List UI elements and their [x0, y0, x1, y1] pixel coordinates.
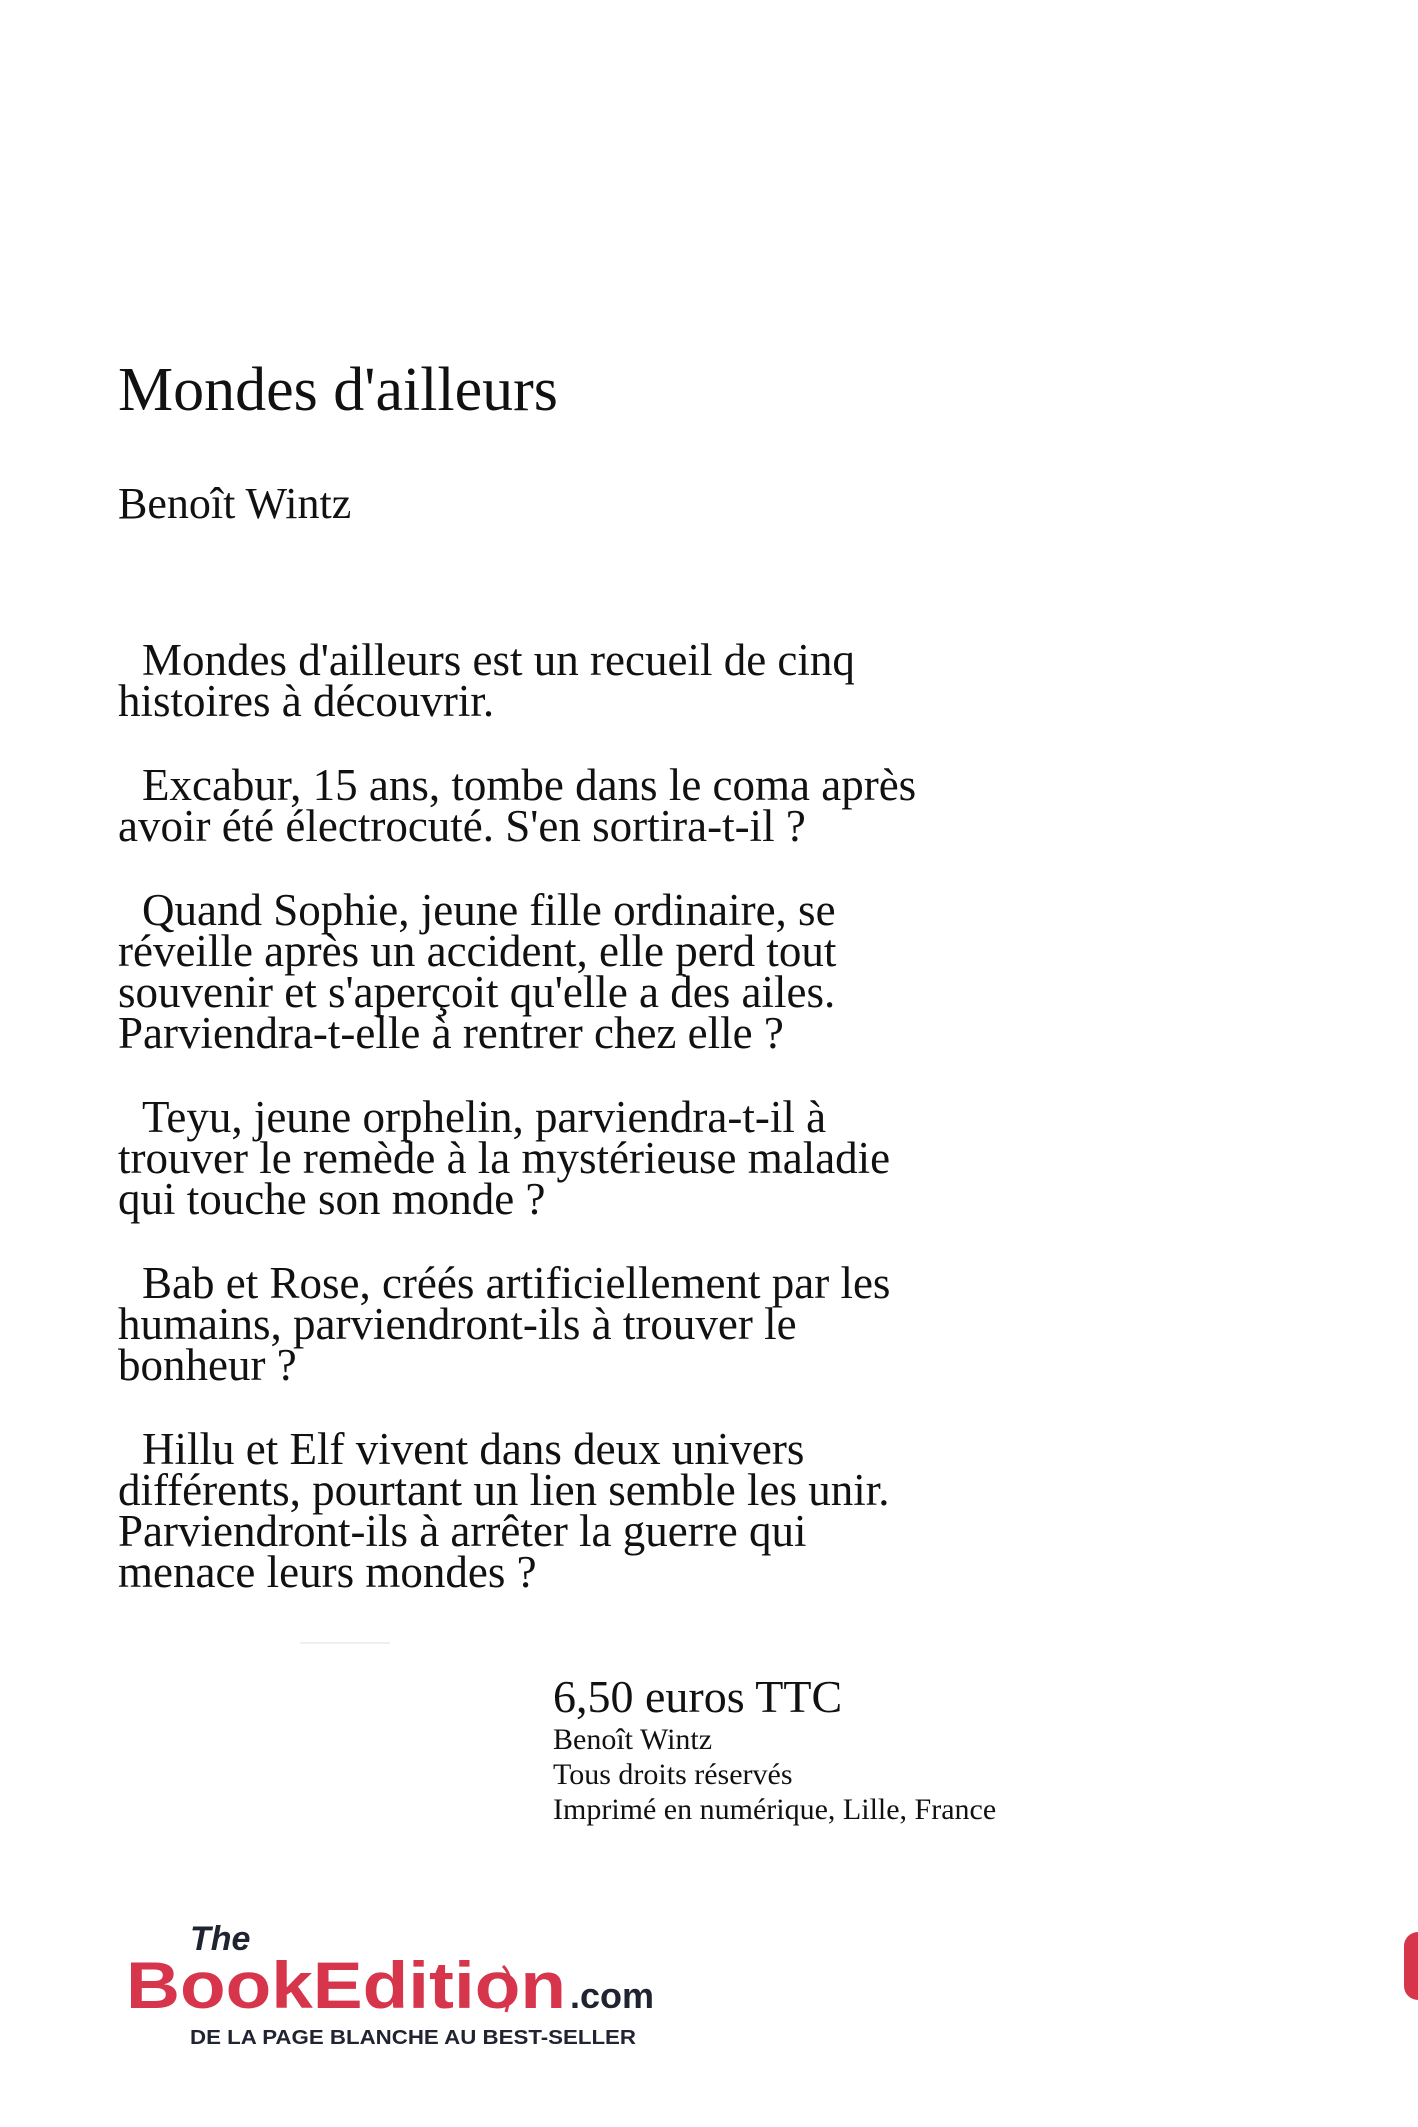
blurb-paragraph: Bab et Rose, créés artificiellement par les humains, parviendront-ils à trouver le bonheur ? [118, 1258, 891, 1390]
blurb-paragraph: Mondes d'ailleurs est un recueil de cinq histoires à découvrir. [118, 635, 855, 726]
book-author: Benoît Wintz [118, 479, 352, 528]
blurb-paragraph: Quand Sophie, jeune fille ordinaire, se réveille après un accident, elle perd tout souvenir et s'aperçoit qu'elle a des ailes. Parviendra-t-elle à rentrer chez elle ? [118, 885, 837, 1058]
edge-mark [1404, 1932, 1418, 2000]
colophon-rights: Tous droits réservés [553, 1758, 793, 1791]
logo-tagline: DE LA PAGE BLANCHE AU BEST-SELLER [190, 2027, 637, 2049]
blurb-paragraph: Teyu, jeune orphelin, parviendra-t-il à trouver le remède à la mystérieuse maladie qui touche son monde ? [118, 1092, 891, 1224]
colophon-printed: Imprimé en numérique, Lille, France [553, 1793, 997, 1826]
blurb-paragraph: Hillu et Elf vivent dans deux univers différents, pourtant un lien semble les unir. Parviendront-ils à arrêter la guerre qui menace leurs mondes ? [118, 1424, 890, 1597]
price: 6,50 euros TTC [553, 1671, 843, 1722]
colophon [553, 1672, 996, 1827]
book-blurb [118, 635, 1118, 1597]
divider [300, 1642, 390, 1644]
publisher-logo [118, 1916, 718, 2066]
logo-the: The [190, 1920, 251, 1958]
blurb-paragraph: Excabur, 15 ans, tombe dans le coma après avoir été électrocuté. S'en sortira-t-il ? [118, 760, 917, 851]
logo-tld: .com [570, 1975, 655, 2016]
book-title: Mondes d'ailleurs [118, 356, 558, 424]
colophon-author: Benoît Wintz [553, 1723, 713, 1756]
logo-wordmark: BookEdition [126, 1948, 566, 2022]
